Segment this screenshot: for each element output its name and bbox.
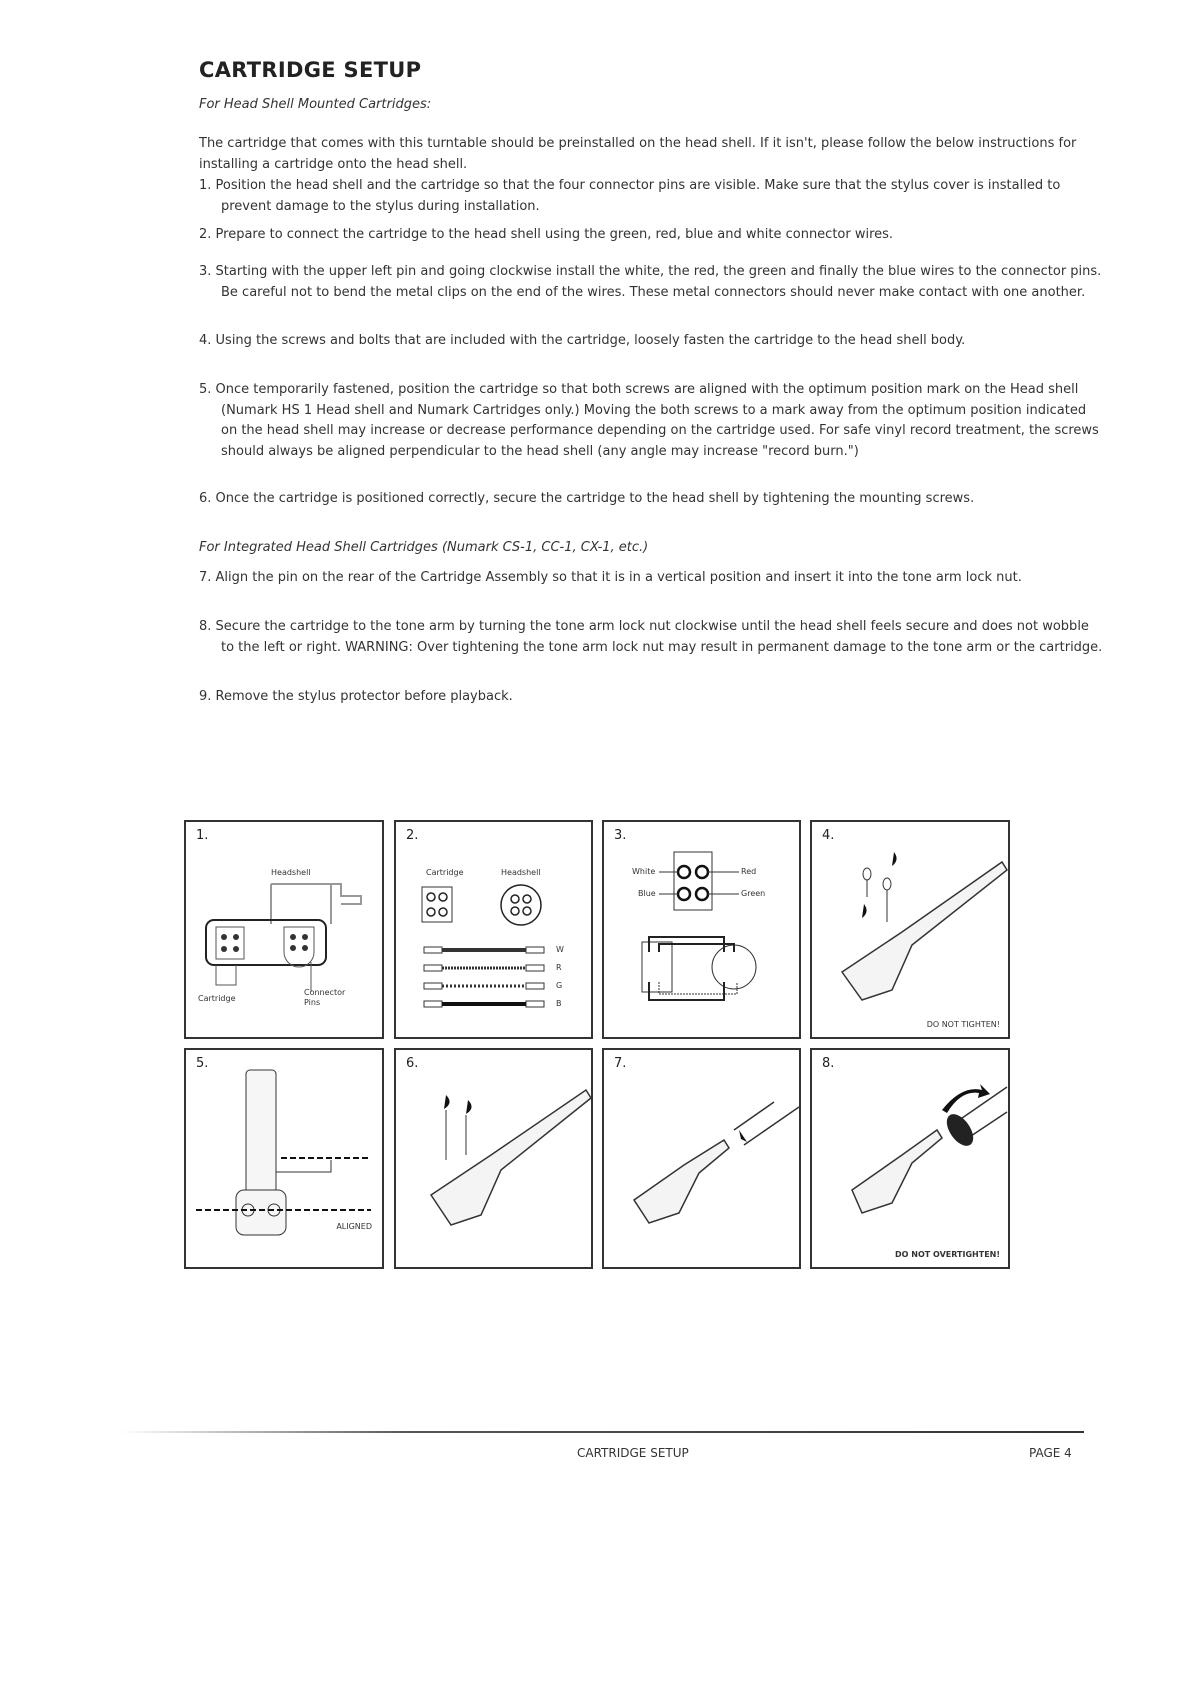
- wire-b-label: B: [556, 999, 562, 1008]
- wire-r-label: R: [556, 963, 562, 972]
- panel-1: [184, 820, 384, 1039]
- do-not-overtighten-warning: DO NOT OVERTIGHTEN!: [895, 1250, 1000, 1259]
- step-9: 9. Remove the stylus protector before playback.: [199, 689, 513, 704]
- insert-tone-arm-illustration: [604, 1050, 799, 1267]
- step-4: 4. Using the screws and bolts that are included with the cartridge, loosely fasten the cartridge to the head shell body.: [199, 333, 966, 348]
- panel-number: 7.: [614, 1056, 627, 1071]
- aligned-label: ALIGNED: [336, 1222, 372, 1231]
- panel-number: 6.: [406, 1056, 419, 1071]
- panel-2: [394, 820, 593, 1039]
- step-8: 8. Secure the cartridge to the tone arm by turning the tone arm lock nut clockwise until the head shell feels secure and does not wobble to the left or right. WARNING: Over tightening the tone arm lock nut may result in permanent damage to the tone arm or the cartridge.: [199, 619, 1103, 655]
- headshell-cartridge-illustration: [186, 822, 382, 1037]
- intro-paragraph: The cartridge that comes with this turntable should be preinstalled on the head shell. If it isn't, please follow the below instructions for installing a cartridge onto the head shell.: [199, 136, 1077, 172]
- pin-color-diagram: [604, 822, 799, 1037]
- footer-page-number: PAGE 4: [1029, 1446, 1072, 1460]
- connector-label: Connector: [304, 988, 346, 997]
- headshell-label: Headshell: [501, 868, 541, 877]
- panel-4: [810, 820, 1010, 1039]
- step-3: 3. Starting with the upper left pin and going clockwise install the white, the red, the green and finally the blue wires to the connector pins. Be careful not to bend the metal clips on the end of the wires. These metal connectors should never make contact with one another.: [199, 264, 1102, 300]
- green-label: Green: [741, 889, 766, 898]
- subtitle-head-shell: For Head Shell Mounted Cartridges:: [199, 97, 432, 112]
- panel-number: 2.: [406, 828, 419, 843]
- white-label: White: [632, 867, 656, 876]
- panel-number: 1.: [196, 828, 209, 843]
- headshell-label: Headshell: [271, 868, 311, 877]
- panel-5: [184, 1048, 384, 1269]
- wire-w-label: W: [556, 945, 564, 954]
- blue-label: Blue: [638, 889, 656, 898]
- step-2: 2. Prepare to connect the cartridge to the head shell using the green, red, blue and white connector wires.: [199, 227, 894, 242]
- wire-diagram: [396, 822, 591, 1037]
- pins-label: Pins: [304, 998, 321, 1007]
- footer-section: CARTRIDGE SETUP: [577, 1446, 689, 1460]
- cartridge-label: Cartridge: [198, 994, 236, 1003]
- panel-6: [394, 1048, 593, 1269]
- lock-nut-illustration: [812, 1050, 1008, 1267]
- footer-divider: [120, 1431, 1084, 1433]
- tighten-screws-illustration: [396, 1050, 591, 1267]
- panel-number: 8.: [822, 1056, 835, 1071]
- wire-g-label: G: [556, 981, 563, 990]
- do-not-tighten-warning: DO NOT TIGHTEN!: [926, 1020, 1000, 1029]
- red-label: Red: [741, 867, 757, 876]
- page-title: CARTRIDGE SETUP: [199, 58, 422, 82]
- panel-3: [602, 820, 801, 1039]
- cartridge-label: Cartridge: [426, 868, 464, 877]
- step-7: 7. Align the pin on the rear of the Cartridge Assembly so that it is in a vertical position and insert it into the tone arm lock nut.: [199, 570, 1022, 585]
- panel-7: [602, 1048, 801, 1269]
- loosely-fasten-illustration: [812, 822, 1008, 1037]
- step-6: 6. Once the cartridge is positioned correctly, secure the cartridge to the head shell by tightening the mounting screws.: [199, 491, 975, 506]
- panel-number: 3.: [614, 828, 627, 843]
- panel-number: 4.: [822, 828, 835, 843]
- alignment-illustration: [186, 1050, 382, 1267]
- step-1: 1. Position the head shell and the cartridge so that the four connector pins are visible. Make sure that the stylus cover is installed to prevent damage to the stylus during installation.: [199, 178, 1061, 214]
- panel-number: 5.: [196, 1056, 209, 1071]
- panel-8: [810, 1048, 1010, 1269]
- step-5: 5. Once temporarily fastened, position the cartridge so that both screws are aligned with the optimum position mark on the Head shell (Numark HS 1 Head shell and Numark Cartridges only.) Moving the both screws to a mark away from the optimum position indicated on the head shell may increase or decrease performance depending on the cartridge used. For safe vinyl record treatment, the screws should always be aligned perpendicular to the head shell (any angle may increase "record burn."): [199, 382, 1099, 459]
- subtitle-integrated: For Integrated Head Shell Cartridges (Numark CS-1, CC-1, CX-1, etc.): [199, 540, 649, 555]
